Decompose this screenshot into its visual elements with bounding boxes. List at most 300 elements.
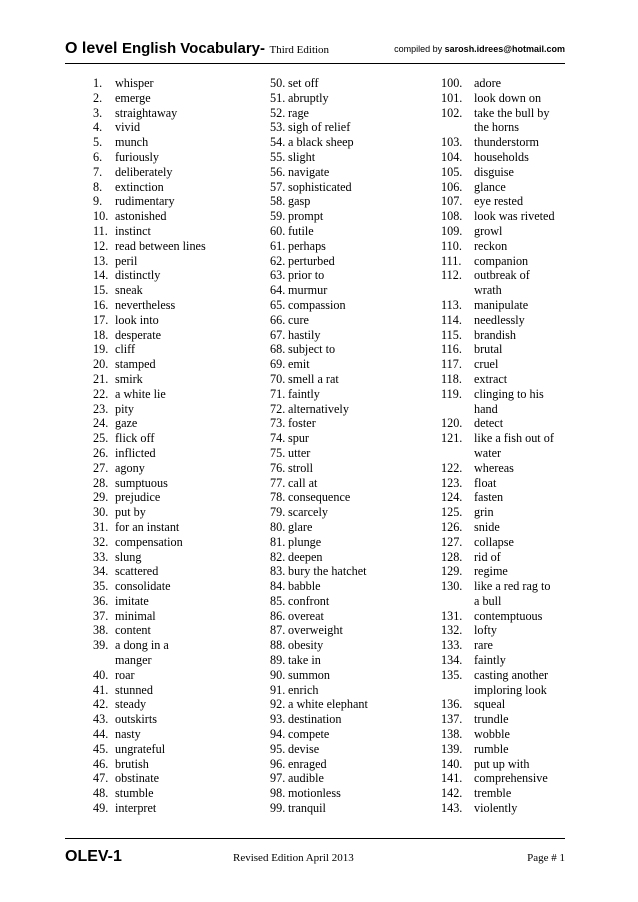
- vocab-entry: 59. prompt: [270, 209, 324, 224]
- entry-word: smirk: [115, 371, 143, 386]
- vocab-column-2: [270, 76, 440, 816]
- entry-word: steady: [115, 697, 147, 712]
- vocab-entry: [441, 283, 571, 298]
- vocab-entry: 82. deepen: [270, 549, 323, 564]
- entry-word: vivid: [115, 120, 141, 135]
- entry-word: manipulate: [474, 297, 529, 312]
- entry-number: 108.: [441, 209, 463, 224]
- entry-word: navigate: [288, 164, 330, 179]
- entry-word: comprehensive: [474, 771, 548, 786]
- entry-number: 40.: [93, 667, 109, 682]
- vocab-entry: [93, 254, 263, 269]
- entry-word: stroll: [288, 460, 314, 475]
- entry-number: 10.: [93, 209, 109, 224]
- vocab-entry: 62. perturbed: [270, 253, 335, 268]
- vocab-entry: [441, 683, 571, 698]
- vocab-entry: [93, 135, 263, 150]
- entry-word: whereas: [474, 460, 514, 475]
- vocab-entry: [441, 520, 571, 535]
- entry-word: compete: [288, 727, 330, 742]
- entry-word: utter: [288, 445, 311, 460]
- entry-word: cliff: [115, 342, 136, 357]
- entry-word: adore: [474, 76, 502, 90]
- entry-number: 128.: [441, 549, 463, 564]
- vocab-entry: 99. tranquil: [270, 801, 326, 816]
- entry-word: regime: [474, 564, 508, 579]
- entry-word: violently: [474, 801, 518, 816]
- vocab-entry: [93, 431, 263, 446]
- entry-word: call at: [288, 475, 318, 490]
- entry-word: squeal: [474, 697, 506, 712]
- entry-number: 141.: [441, 771, 463, 786]
- entry-number: 22.: [93, 386, 109, 401]
- entry-number: [441, 120, 474, 135]
- entry-word: prompt: [288, 209, 324, 224]
- entry-word: stunned: [115, 682, 153, 697]
- footer-rule: [65, 838, 565, 839]
- vocab-entry: [441, 268, 571, 283]
- entry-number: 139.: [441, 741, 463, 756]
- vocab-entry: [93, 194, 263, 209]
- entry-word: spur: [288, 431, 309, 446]
- entry-word: glare: [288, 519, 313, 534]
- entry-number: 142.: [441, 786, 463, 801]
- entry-number: 122.: [441, 460, 463, 475]
- entry-number: 140.: [441, 756, 463, 771]
- vocab-entry: [441, 668, 571, 683]
- entry-number: 123.: [441, 475, 463, 490]
- vocab-entry: [93, 268, 263, 283]
- entry-word: overweight: [288, 623, 343, 638]
- entry-number: 111.: [441, 253, 462, 268]
- entry-number: 49.: [93, 801, 109, 816]
- entry-word: detect: [474, 416, 504, 431]
- vocab-entry: 80. glare: [270, 519, 313, 534]
- vocab-entry: 77. call at: [270, 475, 318, 490]
- vocab-entry: [93, 328, 263, 343]
- entry-number: 113.: [441, 297, 462, 312]
- entry-number: 136.: [441, 697, 463, 712]
- entry-word: rid of: [474, 549, 501, 564]
- vocab-entry: [93, 727, 263, 742]
- vocab-column-3: [441, 76, 571, 816]
- entry-number: 11.: [93, 223, 108, 238]
- entry-word: wrath: [474, 283, 502, 298]
- vocab-entry: [441, 106, 571, 121]
- entry-word: a white lie: [115, 386, 166, 401]
- vocab-entry: 63. prior to: [270, 268, 325, 283]
- entry-number: 6.: [93, 149, 103, 164]
- vocab-entry: [441, 697, 571, 712]
- vocab-entry: [93, 342, 263, 357]
- entry-number: 133.: [441, 638, 463, 653]
- entry-word: faintly: [288, 386, 320, 401]
- entry-number: 100.: [441, 76, 463, 90]
- vocab-entry: [93, 712, 263, 727]
- vocab-entry: [441, 623, 571, 638]
- vocab-entry: 74. spur: [270, 431, 309, 446]
- page-number: Page # 1: [527, 852, 565, 864]
- entry-number: 110.: [441, 238, 462, 253]
- entry-word: babble: [288, 579, 321, 594]
- vocab-entry: [93, 668, 263, 683]
- entry-word: instinct: [115, 223, 151, 238]
- vocab-entry: [93, 564, 263, 579]
- entry-number: 9.: [93, 194, 103, 209]
- entry-word: like a red rag to: [474, 579, 551, 594]
- entry-word: outbreak of: [474, 268, 530, 283]
- vocab-entry: [441, 372, 571, 387]
- entry-number: 45.: [93, 741, 109, 756]
- entry-number: 37.: [93, 608, 109, 623]
- entry-number: 7.: [93, 164, 103, 179]
- vocab-entry: [93, 771, 263, 786]
- entry-word: overeat: [288, 608, 324, 623]
- entry-word: sneak: [115, 283, 143, 298]
- entry-word: desperate: [115, 327, 162, 342]
- entry-word: slung: [115, 549, 142, 564]
- entry-number: 1.: [93, 76, 103, 90]
- entry-word: subject to: [288, 342, 336, 357]
- entry-number: 102.: [441, 105, 463, 120]
- entry-word: extract: [474, 371, 508, 386]
- entry-word: a black sheep: [288, 135, 354, 150]
- vocab-entry: [441, 801, 571, 816]
- entry-word: read between lines: [115, 238, 206, 253]
- page-header: [65, 40, 565, 62]
- vocab-entry: 64. murmur: [270, 283, 328, 298]
- entry-number: 30.: [93, 505, 109, 520]
- vocab-entry: [93, 490, 263, 505]
- entry-number: 39.: [93, 638, 109, 653]
- entry-number: 2.: [93, 90, 103, 105]
- vocab-entry: 73. foster: [270, 416, 316, 431]
- entry-number: 121.: [441, 431, 463, 446]
- entry-word: prejudice: [115, 490, 161, 505]
- vocab-entry: 87. overweight: [270, 623, 343, 638]
- vocab-entry: 67. hastily: [270, 327, 321, 342]
- entry-word: grin: [474, 505, 494, 520]
- vocab-entry: 78. consequence: [270, 490, 351, 505]
- vocab-entry: 56. navigate: [270, 164, 330, 179]
- entry-word: slight: [288, 149, 316, 164]
- vocab-entry: [441, 402, 571, 417]
- entry-word: roar: [115, 667, 135, 682]
- vocab-entry: 81. plunge: [270, 534, 322, 549]
- vocab-entry: [441, 461, 571, 476]
- vocab-entry: [441, 771, 571, 786]
- entry-word: inflicted: [115, 445, 156, 460]
- vocab-entry: [93, 520, 263, 535]
- vocab-entry: [93, 653, 263, 668]
- entry-number: 129.: [441, 564, 463, 579]
- entry-number: 125.: [441, 505, 463, 520]
- vocab-entry: 72. alternatively: [270, 401, 349, 416]
- entry-number: 3.: [93, 105, 103, 120]
- entry-word: prior to: [288, 268, 325, 283]
- entry-number: 105.: [441, 164, 463, 179]
- entry-word: growl: [474, 223, 503, 238]
- entry-word: rare: [474, 638, 493, 653]
- vocab-entry: [441, 135, 571, 150]
- entry-number: 15.: [93, 283, 109, 298]
- vocab-entry: [441, 594, 571, 609]
- vocab-entry: [93, 623, 263, 638]
- entry-number: 25.: [93, 431, 109, 446]
- entry-number: [441, 402, 474, 417]
- entry-word: astonished: [115, 209, 167, 224]
- vocab-entry: 69. emit: [270, 357, 310, 372]
- vocab-entry: 79. scarcely: [270, 505, 328, 520]
- entry-word: rumble: [474, 741, 509, 756]
- entry-word: glance: [474, 179, 506, 194]
- vocab-entry: 95. devise: [270, 741, 320, 756]
- entry-word: devise: [288, 741, 320, 756]
- vocab-entry: [441, 609, 571, 624]
- entry-number: 32.: [93, 534, 109, 549]
- entry-word: hastily: [288, 327, 321, 342]
- entry-word: gasp: [288, 194, 311, 209]
- entry-word: contemptuous: [474, 608, 543, 623]
- vocab-entry: 60. futile: [270, 223, 314, 238]
- entry-word: enraged: [288, 756, 327, 771]
- vocab-entry: [441, 416, 571, 431]
- entry-word: summon: [288, 667, 330, 682]
- vocab-entry: 57. sophisticated: [270, 179, 352, 194]
- entry-word: sumptuous: [115, 475, 168, 490]
- vocab-entry: [93, 550, 263, 565]
- entry-word: sophisticated: [288, 179, 352, 194]
- entry-word: content: [115, 623, 151, 638]
- entry-number: 143.: [441, 801, 463, 816]
- vocab-entry: 54. a black sheep: [270, 135, 354, 150]
- entry-word: float: [474, 475, 497, 490]
- vocab-entry: 97. audible: [270, 771, 324, 786]
- vocab-entry: [441, 653, 571, 668]
- entry-word: compensation: [115, 534, 183, 549]
- entry-number: 18.: [93, 327, 109, 342]
- entry-word: extinction: [115, 179, 164, 194]
- entry-number: 120.: [441, 416, 463, 431]
- entry-word: look was riveted: [474, 209, 555, 224]
- entry-word: flick off: [115, 431, 155, 446]
- entry-word: faintly: [474, 653, 506, 668]
- entry-word: consequence: [288, 490, 351, 505]
- vocab-entry: [441, 476, 571, 491]
- entry-word: scarcely: [288, 505, 328, 520]
- entry-number: 31.: [93, 519, 109, 534]
- entry-number: 130.: [441, 579, 463, 594]
- entry-word: consolidate: [115, 579, 171, 594]
- vocab-entry: [441, 209, 571, 224]
- entry-number: 38.: [93, 623, 109, 638]
- entry-word: needlessly: [474, 312, 525, 327]
- entry-number: 116.: [441, 342, 462, 357]
- entry-number: 135.: [441, 667, 463, 682]
- entry-number: 47.: [93, 771, 109, 786]
- vocab-entry: [93, 372, 263, 387]
- vocab-entry: [93, 697, 263, 712]
- entry-word: scattered: [115, 564, 159, 579]
- entry-word: interpret: [115, 801, 157, 816]
- entry-number: 28.: [93, 475, 109, 490]
- entry-word: perhaps: [288, 238, 326, 253]
- vocab-entry: 52. rage: [270, 105, 309, 120]
- vocab-entry: [441, 727, 571, 742]
- entry-word: obesity: [288, 638, 324, 653]
- entry-number: [93, 653, 115, 668]
- entry-word: straightaway: [115, 105, 178, 120]
- entry-word: clinging to his: [474, 386, 544, 401]
- entry-number: 101.: [441, 90, 463, 105]
- vocab-entry: 91. enrich: [270, 682, 319, 697]
- entry-word: a white elephant: [288, 697, 368, 712]
- vocab-entry: [93, 298, 263, 313]
- vocab-entry: [441, 91, 571, 106]
- vocab-entry: [441, 579, 571, 594]
- vocab-entry: [93, 801, 263, 816]
- vocab-entry: [441, 165, 571, 180]
- vocab-entry: [441, 239, 571, 254]
- entry-word: cruel: [474, 357, 499, 372]
- entry-number: 104.: [441, 149, 463, 164]
- entry-word: collapse: [474, 534, 514, 549]
- entry-word: tranquil: [288, 801, 326, 816]
- compiled-prefix: compiled by: [394, 44, 443, 54]
- page-footer: [65, 848, 565, 868]
- vocab-entry: 65. compassion: [270, 297, 346, 312]
- entry-number: 16.: [93, 297, 109, 312]
- entry-word: rudimentary: [115, 194, 175, 209]
- title-main: English Vocabulary-: [121, 40, 266, 57]
- entry-word: households: [474, 149, 529, 164]
- entry-number: 14.: [93, 268, 109, 283]
- revision-note: Revised Edition April 2013: [233, 852, 354, 864]
- vocab-entry: 68. subject to: [270, 342, 336, 357]
- vocab-entry: [93, 476, 263, 491]
- entry-word: a dong in a: [115, 638, 169, 653]
- vocab-entry: [441, 535, 571, 550]
- vocab-entry: [93, 387, 263, 402]
- entry-number: 36.: [93, 593, 109, 608]
- entry-word: deliberately: [115, 164, 173, 179]
- vocab-entry: [441, 564, 571, 579]
- vocab-entry: [441, 757, 571, 772]
- entry-number: 119.: [441, 386, 462, 401]
- vocab-entry: [93, 579, 263, 594]
- entry-word: casting another: [474, 667, 549, 682]
- entry-word: perturbed: [288, 253, 335, 268]
- vocab-entry: [93, 402, 263, 417]
- title-edition: Third Edition: [269, 44, 330, 56]
- vocab-entry: [93, 461, 263, 476]
- entry-word: nevertheless: [115, 297, 176, 312]
- vocab-entry: [93, 313, 263, 328]
- vocab-entry: 96. enraged: [270, 756, 327, 771]
- vocab-column-1: [93, 76, 263, 816]
- vocab-entry: [441, 742, 571, 757]
- vocab-entry: 84. babble: [270, 579, 321, 594]
- document-title: [65, 40, 329, 58]
- entry-number: 21.: [93, 371, 109, 386]
- vocab-entry: 51. abruptly: [270, 90, 329, 105]
- vocab-entry: [93, 357, 263, 372]
- entry-word: peril: [115, 253, 138, 268]
- entry-number: 17.: [93, 312, 109, 327]
- vocab-entry: [93, 505, 263, 520]
- entry-number: 134.: [441, 653, 463, 668]
- vocab-entry: [441, 180, 571, 195]
- entry-number: 115.: [441, 327, 462, 342]
- entry-word: stamped: [115, 357, 156, 372]
- entry-word: thunderstorm: [474, 135, 539, 150]
- entry-word: enrich: [288, 682, 319, 697]
- vocab-entry: [441, 446, 571, 461]
- vocab-entry: 55. slight: [270, 149, 316, 164]
- entry-word: gaze: [115, 416, 138, 431]
- vocab-entry: [441, 505, 571, 520]
- vocab-entry: 94. compete: [270, 727, 330, 742]
- entry-number: 117.: [441, 357, 462, 372]
- entry-word: fasten: [474, 490, 504, 505]
- entry-number: [441, 683, 474, 698]
- entry-word: water: [474, 445, 502, 460]
- entry-word: lofty: [474, 623, 498, 638]
- entry-word: tremble: [474, 786, 512, 801]
- entry-word: audible: [288, 771, 324, 786]
- entry-number: 46.: [93, 756, 109, 771]
- entry-word: bury the hatchet: [288, 564, 367, 579]
- entry-number: 48.: [93, 786, 109, 801]
- vocab-entry: [93, 180, 263, 195]
- vocab-entry: [93, 224, 263, 239]
- vocab-entry: [441, 342, 571, 357]
- entry-word: stumble: [115, 786, 154, 801]
- header-rule: [65, 63, 565, 64]
- vocab-entry: 83. bury the hatchet: [270, 564, 367, 579]
- entry-word: futile: [288, 223, 314, 238]
- entry-word: for an instant: [115, 519, 180, 534]
- entry-number: 112.: [441, 268, 462, 283]
- entry-word: take the bull by: [474, 105, 550, 120]
- entry-word: brandish: [474, 327, 516, 342]
- vocab-entry: [441, 357, 571, 372]
- entry-word: look down on: [474, 90, 542, 105]
- entry-number: 12.: [93, 238, 109, 253]
- entry-word: snide: [474, 519, 500, 534]
- entry-number: 107.: [441, 194, 463, 209]
- vocab-entry: [93, 638, 263, 653]
- vocab-entry: [441, 224, 571, 239]
- entry-word: outskirts: [115, 712, 157, 727]
- entry-number: 109.: [441, 223, 463, 238]
- vocab-entry: [441, 387, 571, 402]
- entry-word: manger: [115, 653, 152, 668]
- vocab-entry: 50. set off: [270, 76, 319, 90]
- vocab-entry: [441, 490, 571, 505]
- entry-word: look into: [115, 312, 159, 327]
- vocab-entry: 61. perhaps: [270, 238, 326, 253]
- vocab-entry: [93, 283, 263, 298]
- entry-number: 124.: [441, 490, 463, 505]
- vocab-entry: [441, 328, 571, 343]
- entry-word: pity: [115, 401, 134, 416]
- vocab-entry: [93, 106, 263, 121]
- entry-word: nasty: [115, 727, 141, 742]
- entry-word: the horns: [474, 120, 520, 135]
- entry-number: [441, 283, 474, 298]
- entry-number: 34.: [93, 564, 109, 579]
